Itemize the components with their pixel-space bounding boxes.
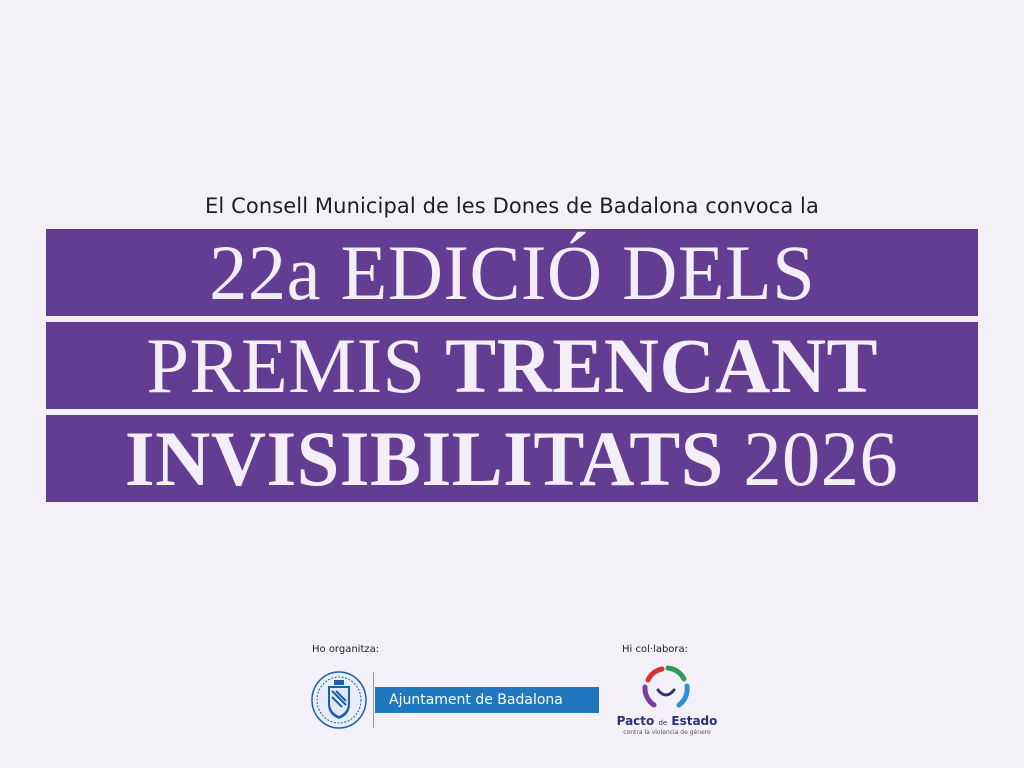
title-band-1 xyxy=(46,229,978,316)
badalona-crest-icon xyxy=(311,671,367,729)
ajuntament-badalona-logo xyxy=(375,687,599,713)
title-line-3-bold: INVISIBILITATS xyxy=(125,414,725,502)
pacto-tagline: contra la violencia de género xyxy=(623,729,711,736)
title-line-2-bold: TRENCANT xyxy=(444,321,878,409)
pacto-de-estado-logo-icon xyxy=(636,664,696,714)
collaborator-label: Hi col·labora: xyxy=(622,644,689,655)
pacto-title xyxy=(612,714,722,728)
pacto-title-part3: Estado xyxy=(667,714,718,728)
intro-text: El Consell Municipal de les Dones de Badalona convoca la xyxy=(205,194,819,218)
title-line-2-regular: PREMIS xyxy=(146,321,445,409)
title-line-3 xyxy=(125,414,899,502)
title-line-1: 22a EDICIÓ DELS xyxy=(208,228,816,316)
pacto-title-part2: de xyxy=(658,719,668,727)
title-line-3-regular: 2026 xyxy=(724,414,899,502)
title-band-3 xyxy=(46,415,978,502)
ajuntament-name: Ajuntament de Badalona xyxy=(389,692,563,708)
organizer-divider xyxy=(373,672,374,728)
title-line-2 xyxy=(146,321,878,409)
organizer-label: Ho organitza: xyxy=(312,644,380,655)
title-band-2 xyxy=(46,322,978,409)
pacto-title-part1: Pacto xyxy=(616,714,659,728)
